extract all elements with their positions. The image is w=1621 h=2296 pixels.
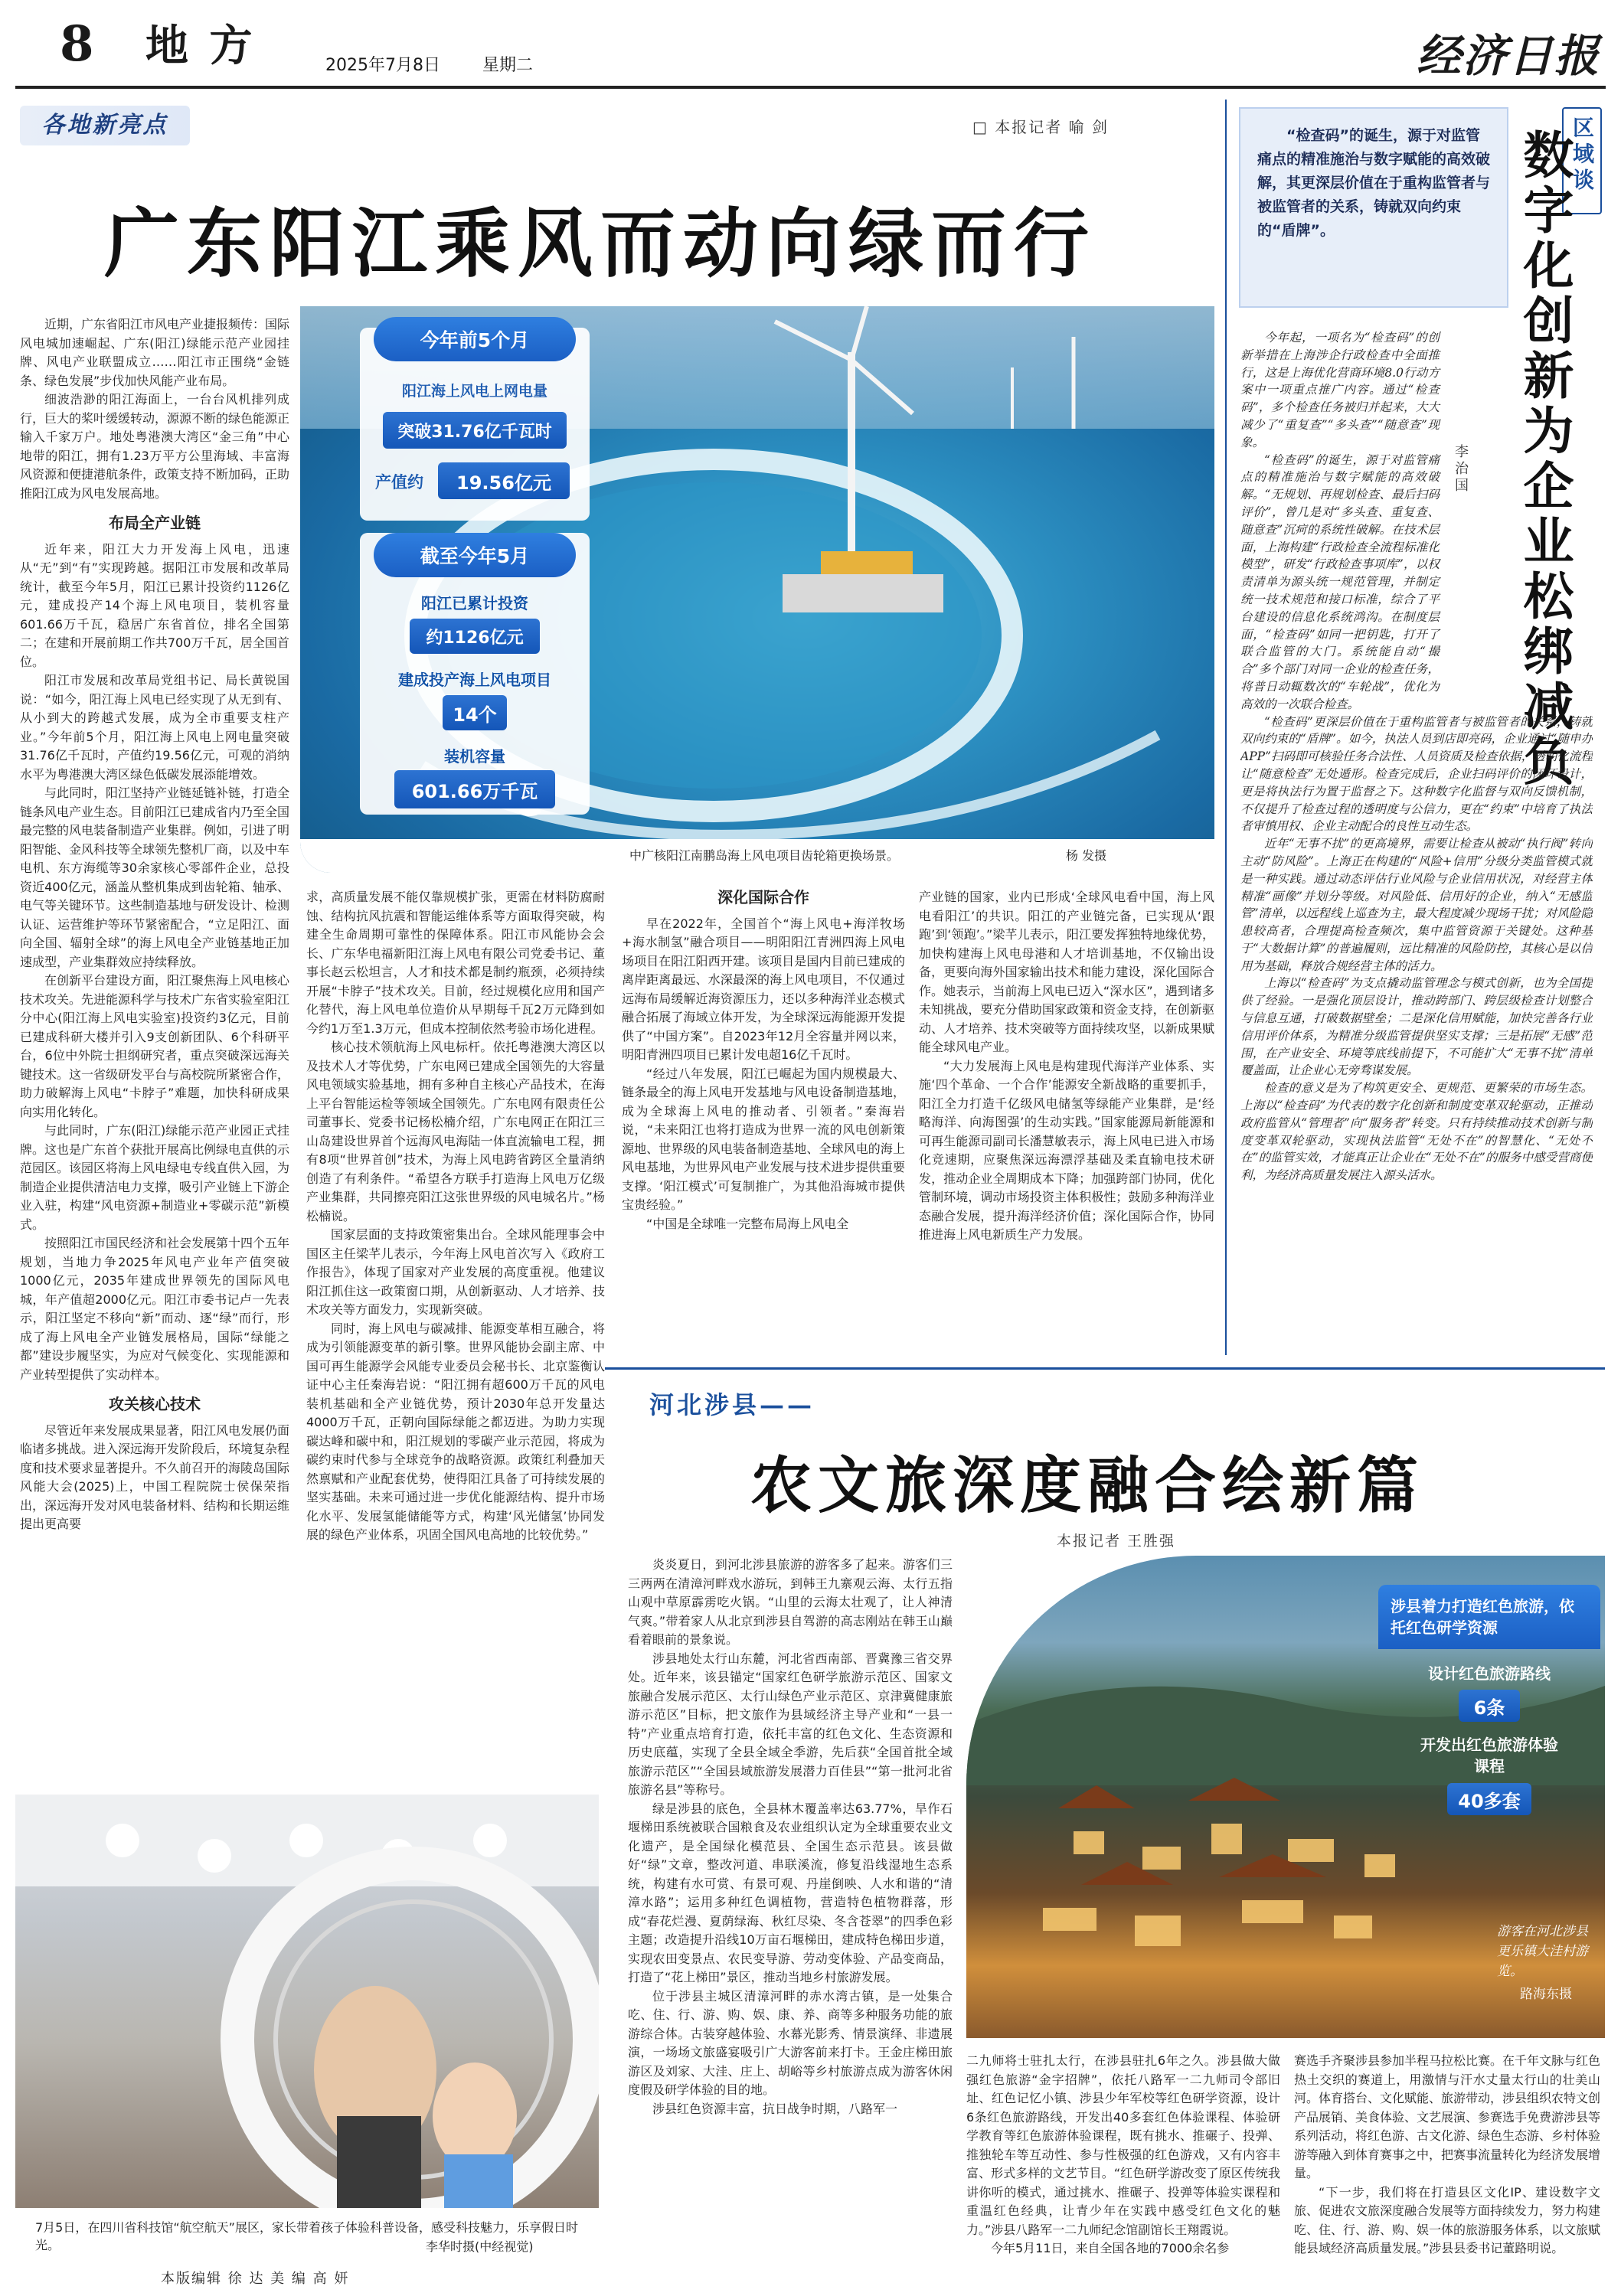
- science-photo-caption: 7月5日，在四川省科技馆“航空航天”展区，家长带着孩子体验科普设备，感受科技魅力，乐享假日时光。: [35, 2220, 578, 2252]
- stats-panel-2-value2: 14个: [443, 695, 507, 730]
- article1-s1-p4: 在创新平台建设方面，阳江聚焦海上风电核心技术攻关。先进能源科学与技术广东省实验室阳江分中心(阳江海上风电实验室)投资约3亿元，目前已建成科研大楼并引入9支创新团队、6个科研平台，6位中外院士担纲研究者，重点突破深远海关键技术。这一省级研发平台与高校院所紧密合作，助力破解海上风电“卡脖子”难题，加快科研成果向实用化转化。: [20, 973, 290, 1119]
- stats-panel-2-label3: 装机容量: [444, 747, 505, 766]
- article1-col2: [306, 888, 605, 1738]
- article3-byline: 本报记者 王胜强: [1057, 1533, 1176, 1550]
- article3-col2: [966, 2052, 1280, 2285]
- article2-p5: 上海以“检查码”为支点撬动监管理念与模式创新，也为全国提供了经验。一是强化顶层设计，推动跨部门、跨层级检查计划整合与信息互通，打破数据壁垒；二是深化信用赋能，加快完善各行业信用评价体系，为精准分级监管提供坚实支撑；三是拓展“无感”范围，在产业安全、环境等底线前提下，不可能扩大“无事不扰”清单覆盖面，让企业心无旁骛谋发展。: [1240, 976, 1593, 1078]
- article1-intro-2: 细波浩渺的阳江海面上，一台台风机排列成行，巨大的桨叶缓缓转动，源源不断的绿色能源正输入千家万户。地处粤港澳大湾区“金三角”中心地带的阳江，拥有1.23万平方公里海域、丰富海风资源和便捷港航条件，政策支持不断加码，正助推阳江成为风电发展高地。: [20, 392, 290, 501]
- article2-p4: 近年“无事不扰”的更高境界，需要让检查从被动“执行阀”转向主动“防风险”。上海正在构建的“风险+信用”分级分类监管模式就是一种实践。通过动态评估行业风险与企业信用状况，对经营主体精准“画像”并划分等级。对风险低、信用好的企业，纳入“无感监管”清单，以远程线上巡查为主，最大程度减少现场干扰；对风险隐患较高者，合理提高检查频次，集中监管资源于关键处。这种基于“大数据计算”的普遍履则，远比精准的风险防控，其核心是以信用为基础，释放合规经营主体的活力。: [1240, 837, 1593, 973]
- article1-s1-p2: 阳江市发展和改革局党组书记、局长黄锐国说：“如今，阳江海上风电已经实现了从无到有、从小到大的跨越式发展，成为全市重要支柱产业。”今年前5个月，阳江海上风电上网电量突破31.76亿千瓦时，产值约19.56亿元，可观的消纳水平为粤港澳大湾区绿色低碳发展添能增效。: [20, 673, 289, 782]
- page-number: 8: [60, 15, 94, 73]
- article1-section3-title: 深化国际合作: [717, 888, 809, 906]
- article3-kicker: 河北涉县——: [649, 1390, 815, 1419]
- article3-headline: 农文旅深度融合绘新篇: [750, 1449, 1424, 1521]
- photo-caption: 中广核阳江南鹏岛海上风电项目齿轮箱更换场景。: [629, 848, 900, 863]
- article2-p2: “检查码”的诞生，源于对监管痛点的精准施治与数字赋能的高效破解。“无规划、再规划检查、最后扫码评价”，曾几是对“多头查、重复查、随意查”沉疴的系统性破解。在技术层面，上海构建“行政检查全流程标准化模型”，研发“行政检查事项库”，以权责清单为源头统一规范管理，并制定统一技术规范和接口标准，综合了平台建设的信息化系统鸿沟。在制度层面，“检查码”如同一把钥匙，打开了联合监管的大门。系统能自动“撮合”多个部门对同一企业的检查任务，将普日动辄数次的“车轮战”，优化为高效的一次联合检查。: [1240, 452, 1440, 711]
- town-photo-caption: 游客在河北涉县更乐镇大洼村游览。: [1497, 1924, 1588, 1979]
- article2-p3: “检查码”更深层价值在于重构监管者与被监管者的关系，铸就双向约束的“盾牌”。如今，执法人员到店即亮码，企业通过“随申办APP”扫码即可核验任务合法性、人员资质及检查依据，透明化流程让“随意检查”无处遁形。检查完成后，企业扫码评价的闭环设计，更是将执法行为置于监督之下。这种数字化监督与双向反馈机制，不仅提升了检查过程的透明度与公信力，更在“约束”中培育了执法者审慎用权、企业主动配合的良性互动生态。: [1240, 714, 1593, 834]
- town-photo-credit: 路海东摄: [1520, 1987, 1572, 2002]
- article3-c1-p2: 涉县地处太行山东麓，河北省西南部、晋冀豫三省交界处。近年来，该县锚定“国家红色研学旅游示范区、国家文旅融合发展示范区、太行山绿色产业示范区、京津冀健康旅游示范区”目标，把文旅作为县域经济主导产业和“一县一特”产业重点培育打造，依托丰富的红色文化、生态资源和历史底蕴，实现了全县全域全季游，先后获“全国首批全域旅游示范区”“全国县域旅游发展潜力百佳县”“第一批河北省旅游名县”等称号。: [628, 1651, 953, 1797]
- stats-panel-2-value1: 约1126亿元: [410, 619, 540, 654]
- stats-panel-1-title: 今年前5个月: [374, 317, 576, 361]
- section-name: 地 方: [145, 21, 256, 71]
- article1-col1: [20, 315, 289, 1534]
- article1-c5-p2: “大力发展海上风电是构建现代海洋产业体系、实施‘四个革命、一个合作’能源安全新战略的重要抓手，阳江全力打造千亿级风电储氢等绿能产业集群，是‘经略海洋、向海图强’的生动实践。”国家能源局新能源和可再生能源司副司长潘慧敏表示，海上风电已进入市场化竞速期，应聚焦深远海漂浮基础及柔直输电技术研发，推动企业全周期成本下降；加强跨部门协同，优化管制环境，调动市场投资主体积极性；鼓励多种海洋业态融合发展，提升海洋经济价值；深化国际合作，协同推进海上风电新质生产力发展。: [919, 1058, 1214, 1242]
- article1-c4-p2: “经过八年发展，阳江已崛起为国内规模最大、链条最全的海上风电开发基地与风电设备制造基地，成为全球海上风电的推动者、引领者。”秦海岩说，“未来阳江也将打造成为世界一流的风电创新策源地、世界级的风电装备制造基地、全球风电的海上风电基地，为世界风电产业发展与技术进步提供重要支撑。‘阳江模式’可复制推广，为其他沿海城市提供宝贵经验。”: [622, 1066, 905, 1212]
- masthead: [0, 0, 1621, 92]
- science-museum-photo: [15, 1795, 599, 2208]
- article2-p1: 今年起，一项名为“检查码”的创新举措在上海涉企行政检查中全面推行，这是上海优化营商环境8.0行动方案中一项重点推广内容。通过“检查码”，多个检查任务被归并起来，大大减少了“重复查”“多头查”“随意查”现象。: [1240, 331, 1440, 449]
- stats-panel-1-value2: 19.56亿元: [438, 462, 570, 499]
- article1-c3-p3: 国家层面的支持政策密集出台。全球风能理事会中国区主任梁芊儿表示，今年海上风电首次写入《政府工作报告》，体现了国家对产业发展的高度重视。他建议阳江抓住这一政策窗口期，从创新驱动、人才培养、技术攻关等方面发力，实现新突破。: [306, 1227, 605, 1317]
- photo-credit: 杨 发摄: [1066, 848, 1107, 863]
- article3-c2-p2: 今年5月11日，来自全国各地的7000余名参: [991, 2241, 1230, 2255]
- pullquote: “检查码”的诞生，源于对监管痛点的精准施治与数字赋能的高效破解，其更深层价值在于重构监管者与被监管者的关系，铸就双向约束的“盾牌”。: [1257, 127, 1491, 239]
- town-infographic-header: 涉县着力打造红色旅游，依托红色研学资源: [1378, 1585, 1600, 1649]
- science-photo-credit: 李华时摄(中经视觉): [426, 2239, 534, 2254]
- article1-c4-p3: “中国是全球唯一完整布局海上风电全: [646, 1216, 849, 1231]
- article1-s1-p1: 近年来，阳江大力开发海上风电，迅速从“无”到“有”实现跨越。据阳江市发展和改革局统计，截至今年5月，阳江已累计投资约1126亿元，建成投产14个海上风电项目，装机容量601.66万千瓦，稳居广东省首位，排名全国第二；在建和开展前期工作共700万千瓦，居全国首位。: [20, 541, 289, 669]
- article2-divider: [1225, 100, 1227, 1355]
- stats-panel-2-value3: 601.66万千瓦: [394, 770, 555, 808]
- article2-col: [1240, 329, 1593, 1355]
- article1-section1-title: 布局全产业链: [109, 514, 201, 532]
- article3-c3-p1: 赛选手齐聚涉县参加半程马拉松比赛。在千年文脉与红色热土交织的赛道上，用激情与汗水丈量太行山的壮美山河。体育搭台、文化赋能、旅游带动，涉县组织农特文创产品展销、美食体验、文艺展演、参赛选手免费游涉县等系列活动，将红色游、古文化游、绿色生态游、乡村体验游等融入到体育赛事之中，把赛事流量转化为经济发展增量。: [1294, 2053, 1600, 2180]
- column-tag: 各地新亮点: [41, 112, 168, 139]
- article3-top-rule: [605, 1367, 1605, 1370]
- article2-headline: 数字化创新为企业松绑减负: [1515, 129, 1574, 790]
- article1-section2-title: 攻关核心技术: [109, 1395, 201, 1413]
- stats-panel-1-value1: 突破31.76亿千瓦时: [383, 412, 567, 449]
- article1-s1-p6: 按照阳江市国民经济和社会发展第十四个五年规划，当地力争2025年风电产业年产值突破1000亿元，2035年建成世界领先的国际风电城，年产值超2000亿元。阳江市委书记卢一先表示，阳江坚定不移向“新”而动、逐“绿”而行，形成了海上风电全产业链发展格局，国际“绿能之都”建设步履坚实，为应对气候变化、实现能源和产业转型提供了实动样本。: [20, 1236, 290, 1382]
- article1-c4-p1: 早在2022年，全国首个“海上风电+海洋牧场+海水制氢”融合项目——明阳阳江青洲四海上风电场项目在阳江阳西开建。该项目是国内目前已建成的离岸距离最远、水深最深的海上风电项目，不仅通过远海布局缓解近海资源压力，还以多种海洋业态模式融合拓展了海域立体开发，为全球深远海能源开发提供了“中国方案”。自2023年12月全容量并网以来，明阳青洲四项目已累计发电超16亿千瓦时。: [622, 916, 905, 1062]
- issue-date: 2025年7月8日: [325, 56, 440, 75]
- town-infographic: [1378, 1585, 1600, 1837]
- article3-c1-p5: 涉县红色资源丰富，抗日战争时期，八路军一: [652, 2101, 898, 2116]
- article1-col4: [919, 888, 1214, 1363]
- article1-s1-p3: 与此同时，阳江坚持产业链延链补链，打造全链条风电产业生态。目前阳江已建成省内乃至全国最完整的风电装备制造产业集群。例如，引进了明阳智能、金风科技等全球领先整机厂商，以及中车电机、东方海缆等30余家核心零部件企业，总投资近400亿元，涵盖从整机集成到齿轮箱、轴承、电气等关键环节。这些制造基地与研发设计、检测认证、运营维护等环节紧密配合，“立足阳江、面向全国、辐射全球”的海上风电全产业链基地正加速成型，产业集群效应持续释放。: [20, 785, 290, 969]
- article3-col3: [1294, 2052, 1600, 2285]
- article1-c5-p1: 产业链的国家，业内已形成‘全球风电看中国，海上风电看阳江’的共识。阳江的产业链完备，已实现从‘跟跑’到‘领跑’。”梁芊儿表示，阳江要发挥独特地缘优势，加快构建海上风电母港和人才培训基地，不仅输出设备，更要向海外国家输出技术和能力建设，深化国际合作。她表示，当前海上风电已迈入“深水区”，遇到诸多未知挑战，要充分借助国家政策和资金支持，在创新驱动、人才培养、技术突破等方面持续攻坚，以新成果赋能全球风电产业。: [919, 890, 1214, 1054]
- article3-c2-p1: 二九师将士驻扎太行，在涉县驻扎6年之久。涉县做大做强红色旅游“金字招牌”，依托八路军一二九师司令部旧址、红色记忆小镇、涉县少年军校等红色研学资源，设计6条红色旅游路线，开发出40多套红色体验课程、体验研学教育等红色旅游体验课程，既有挑水、推碾子、投弹、推独轮车等互动性、参与性极强的红色游戏，又有内容丰富、形式多样的文艺节目。“红色研学游改变了原区传统我讲你听的模式，通过挑水、推碾子、投弹等体验实课程和重温红色经典，让青少年在实践中感受红色文化的魅力。”涉县八路军一二九师纪念馆副馆长王翔霞说。: [966, 2053, 1280, 2237]
- article1-intro-1: 近期，广东省阳江市风电产业捷报频传：国际风电城加速崛起、广东(阳江)绿能示范产业园挂牌、风电产业联盟成立……阳江市正围绕“金链条、绿色发展”步伐加快风能产业布局。: [20, 317, 290, 388]
- paper-logo: 经济日报: [1417, 30, 1601, 82]
- article1-headline: 广东阳江乘风而动向绿而行: [104, 200, 1097, 288]
- article2-author: 李治国: [1453, 444, 1469, 495]
- stats-panel-2-label2: 建成投产海上风电项目: [398, 671, 551, 689]
- editors-line: 本版编辑 徐 达 美 编 高 妍: [161, 2271, 350, 2287]
- stats-panel-2: [360, 533, 590, 815]
- column-tag-box: [20, 106, 190, 145]
- stats-panel-1-label: 阳江海上风电上网电量: [401, 383, 547, 400]
- article1-c3-p2: 核心技术领航海上风电标杆。依托粤港澳大湾区以及技术人才等优势，广东电网已建成全国领先的大容量风电领域实验基地，拥有多种自主核心产品技术，在海上平台智能运检等领域全国领先。广东电网有限责任公司董事长、党委书记杨松楠介绍，广东电网正在阳江三山岛建设世界首个远海风电海陆一体直流输电工程，拥有8项“世界首创”技术，为海上风电跨省跨区全量消纳创造了有利条件。“希望各方联手打造海上风电万亿级产业集群，共同擦亮阳江这张世界级的风电城名片。”杨松楠说。: [306, 1040, 605, 1223]
- pullquote-box: [1239, 107, 1508, 308]
- science-museum-illustration: [15, 1795, 599, 2208]
- stats-panel-2-title: 截至今年5月: [374, 533, 576, 577]
- article3-col1: [628, 1556, 953, 2283]
- town-infographic-value1: 6条: [1459, 1690, 1520, 1722]
- stats-panel-1-value2-label: 产值约: [375, 473, 423, 492]
- article3-c1-p4: 位于涉县主城区清漳河畔的赤水湾古镇，是一处集合吃、住、行、游、购、娱、康、养、商等多种服务功能的旅游综合体。古装穿越体验、水幕光影秀、情景演绎、非遗展演，一场场文旅盛宴吸引广大游客前来打卡。王金庄梯田旅游区及刘家、大洼、庄上、胡峪等乡村旅游点成为游客休闲度假及研学体验的目的地。: [628, 1988, 953, 2097]
- stats-panel-2-label1: 阳江已累计投资: [421, 594, 528, 612]
- article1-byline: □ 本报记者 喻 剑: [972, 118, 1109, 136]
- issue-weekday: 星期二: [482, 56, 534, 75]
- article1-c3-p1: 求，高质量发展不能仅靠规模扩张，更需在材料防腐耐蚀、结构抗风抗震和智能运维体系等方面取得突破，构建全生命周期可靠性的保障体系。阳江市风能协会会长、广东华电福新阳江海上风电有限公司党委书记、董事长赵云松坦言，人才和技术都是制约瓶颈，必须持续开展“卡脖子”技术攻关。目前，经过规模化应用和国产化替代，海上风电单位造价从早期每千瓦2万元降到如今约1万至1.3万元，但成本控制依然考验市场化进程。: [306, 890, 605, 1036]
- article3-c1-p3: 绿是涉县的底色，全县林木覆盖率达63.77%，旱作石堰梯田系统被联合国粮食及农业组织认定为全球重要农业文化遗产，是全国绿化模范县、全国生态示范县。该县做好“绿”文章，整改河道、串联溪流，修复沿线湿地生态系统，构建有水可赏、有景可观、丹崖倒映、人水和谐的“清漳水路”；运用多种红色调植物，营造特色植物群落，形成“春花烂漫、夏荫绿海、秋红尽染、冬含苍翠”的四季色彩主题；改造提升沿线10万亩石堰梯田，建成特色梯田步道，实现农田变景点、农民变导游、劳动变体验、产品变商品，打造了“花上梯田”景区，推动当地乡村旅游发展。: [628, 1801, 953, 1984]
- town-infographic-label1: 设计红色旅游路线: [1428, 1664, 1551, 1683]
- article1-s1-p5: 与此同时，广东(阳江)绿能示范产业园正式挂牌。这也是广东首个获批开展高比例绿电直供的示范园区。该园区将海上风电绿电专线直供入园，为制造企业提供清洁电力支撑，吸引产业链上下游企业入驻，构建“风电资源+制造业+零碳示范”新模式。: [20, 1123, 290, 1232]
- article1-col3: [622, 888, 905, 1363]
- region-tag: 区域谈: [1570, 116, 1595, 194]
- article1-s2-p1: 尽管近年来发展成果显著，阳江风电发展仍面临诸多挑战。进入深远海开发阶段后，环境复杂程度和技术要求显著提升。不久前召开的海陵岛国际风能大会(2025)上，中国工程院院士侯保荣指出，深远海开发对风电装备材料、结构和长期运维提出更高要: [20, 1422, 290, 1531]
- town-infographic-label2: 开发出红色旅游体验课程: [1420, 1736, 1558, 1775]
- article1-c3-p4: 同时，海上风电与碳减排、能源变革相互融合，将成为引领能源变革的新引擎。世界风能协会副主席、中国可再生能源学会风能专业委员会秘书长、北京鉴衡认证中心主任秦海岩说：“阳江拥有超600万千瓦的风电装机基础和全产业链优势，预计2030年总开发量达4000万千瓦，正朝向国际绿能之都迈进。为助力实现碳达峰和碳中和，阳江规划的零碳产业示范园，将成为碳约束时代参与全球竞争的战略资源。政策红利叠加天然禀赋和产业配套优势，使得阳江具备了可持续发展的坚实基础。未来可通过进一步优化能源结构、提升市场化水平、发展氢能储能等方式，构建‘风光储氢’协同发展的绿色产业体系，巩固全国风电高地的比较优势。”: [306, 1321, 605, 1542]
- town-infographic-value2: 40多套: [1447, 1783, 1531, 1815]
- article3-c3-p2: “下一步，我们将在打造县区文化IP、建设数字文旅、促进农文旅深度融合发展等方面持续发力，努力构建吃、住、行、游、购、娱一体的旅游服务体系，以文旅赋能县域经济高质量发展。”涉县县委书记董路明说。: [1294, 2184, 1600, 2255]
- stats-panel-1: [360, 328, 590, 521]
- masthead-rule: [15, 86, 1606, 89]
- article2-p6: 检查的意义是为了构筑更安全、更规范、更繁荣的市场生态。上海以“检查码”为代表的数字化创新和制度变革双轮驱动，正推动政府监管从“管理者”向“服务者”转变。只有持续推动技术创新与制度变革双轮驱动，实现执法监管“无处不在”的智慧化、“无处不在”的监管实效，才能真正让企业在“无处不在”的服务中感受营商便利，为经济高质量发展注入源头活水。: [1240, 1081, 1593, 1183]
- article3-c1-p1: 炎炎夏日，到河北涉县旅游的游客多了起来。游客们三三两两在清漳河畔戏水游玩，到韩王九寨观云海、太行五指山观中草原霹雳吃火锅。“山里的云海太壮观了，让人神清气爽。”带着家人从北京到涉县自驾游的高志刚站在韩王山巅看着眼前的景象说。: [628, 1557, 953, 1647]
